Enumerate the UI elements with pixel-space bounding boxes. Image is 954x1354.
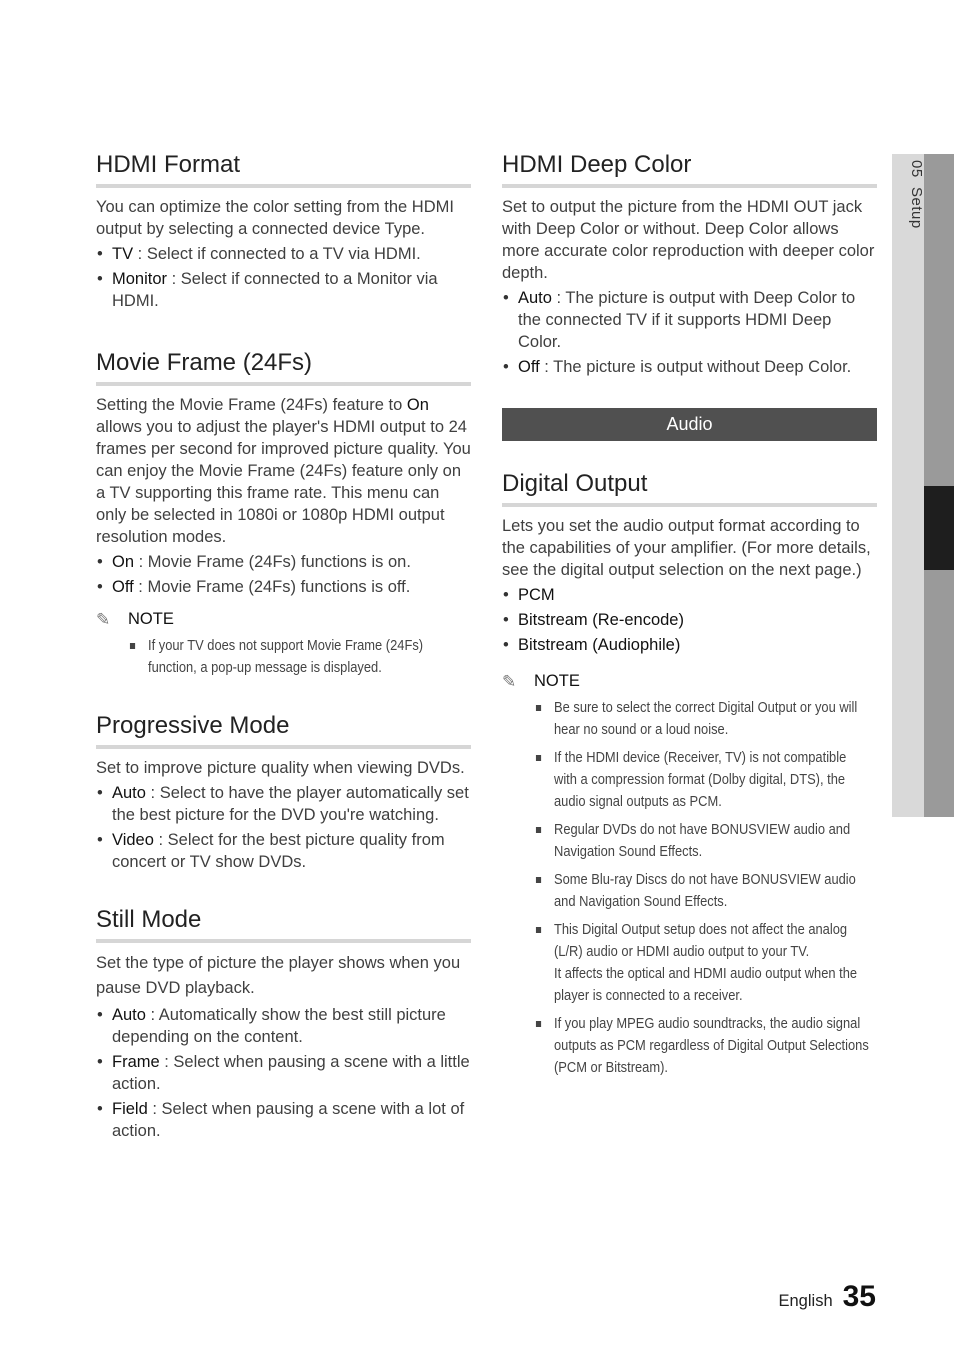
note-item: If you play MPEG audio soundtracks, the audio signal outputs as PCM regardless of Digital Output Selections (PCM or Bitstream). [554,1013,872,1079]
hdmi-deep-color-section [502,150,877,378]
right-column [502,150,877,1085]
list-item: • TV : Select if connected to a TV via HDMI. [96,243,471,265]
note-item: If your TV does not support Movie Frame (24Fs) function, a pop-up message is displayed. [148,635,466,679]
movie-frame-body: Setting the Movie Frame (24Fs) feature to On allows you to adjust the player's HDMI output to 24 frames per second for improved picture quality. You can enjoy the Movie Frame (24Fs) feature only on a TV supporting this frame rate. This menu can only be selected in 1080i or 1080p HDMI output resolution modes. [96,396,471,546]
list-item: • Bitstream (Audiophile) [502,634,877,656]
note-item: Regular DVDs do not have BONUSVIEW audio and Navigation Sound Effects. [554,819,872,863]
hdmi-format-list [96,243,471,312]
hdmi-format-heading: HDMI Format [96,150,471,188]
list-item: • Bitstream (Re-encode) [502,609,877,631]
digital-output-section [502,469,877,1079]
list-item: • Off : Movie Frame (24Fs) functions is off. [96,576,471,598]
hdmi-format-body: You can optimize the color setting from the HDMI output by selecting a connected device Type. [96,198,454,238]
progressive-mode-list [96,782,471,873]
digital-output-body: Lets you set the audio output format according to the capabilities of your amplifier. (For more details, see the digital output selection on the next page.) [502,517,871,579]
note-item: Some Blu-ray Discs do not have BONUSVIEW audio and Navigation Sound Effects. [554,869,872,913]
list-item: • Video : Select for the best picture quality from concert or TV show DVDs. [96,829,471,873]
list-item: • Frame : Select when pausing a scene with a little action. [96,1051,471,1095]
digital-output-note-heading: ✎ NOTE [502,671,580,691]
digital-output-notes [502,697,877,1079]
pencil-note-icon: ✎ [502,671,517,691]
note-item: If the HDMI device (Receiver, TV) is not compatible with a compression format (Dolby digital, DTS), the audio signal outputs as PCM. [554,747,872,813]
progressive-mode-section [96,711,471,873]
list-item: • Monitor : Select if connected to a Monitor via HDMI. [96,268,471,312]
hdmi-deep-color-body: Set to output the picture from the HDMI OUT jack with Deep Color or without. Deep Color allows more accurate color reproduction with deeper color depth. [502,198,875,282]
movie-frame-section [96,348,471,679]
list-item: • On : Movie Frame (24Fs) functions is on. [96,551,471,573]
side-tab-marker [924,486,954,570]
still-mode-list [96,1004,471,1142]
digital-output-heading: Digital Output [502,469,877,507]
progressive-mode-heading: Progressive Mode [96,711,471,749]
chapter-title: Setup [908,187,925,229]
movie-frame-heading: Movie Frame (24Fs) [96,348,471,386]
list-item: • Auto : Select to have the player automatically set the best picture for the DVD you're watching. [96,782,471,826]
list-item: • Auto : Automatically show the best still picture depending on the content. [96,1004,471,1048]
note-item: This Digital Output setup does not affect the analog (L/R) audio or HDMI audio output to your TV. It affects the optical and HDMI audio output when the player is connected to a receiver. [554,919,872,1007]
pencil-note-icon: ✎ [96,609,111,629]
still-mode-section [96,905,471,1142]
page-footer [779,1280,877,1314]
chapter-label [908,160,925,229]
movie-frame-notes [96,635,471,679]
list-item: • Off : The picture is output without Deep Color. [502,356,877,378]
note-item: Be sure to select the correct Digital Output or you will hear no sound or a loud noise. [554,697,872,741]
list-item: • Field : Select when pausing a scene with a lot of action. [96,1098,471,1142]
movie-frame-note-heading: ✎ NOTE [96,609,174,629]
page-number: 35 [842,1280,876,1313]
progressive-mode-body: Set to improve picture quality when viewing DVDs. [96,759,465,777]
list-item: • PCM [502,584,877,606]
hdmi-format-section [96,150,471,312]
chapter-number: 05 [908,160,925,178]
footer-language: English [778,1292,833,1310]
digital-output-list [502,584,877,656]
still-mode-body: Set the type of picture the player shows when you pause DVD playback. [96,954,461,997]
list-item: • Auto : The picture is output with Deep Color to the connected TV if it supports HDMI Deep Color. [502,287,877,353]
audio-section-bar: Audio [502,408,877,441]
left-column [96,150,471,1142]
chapter-side-tab [892,154,954,817]
hdmi-deep-color-heading: HDMI Deep Color [502,150,877,188]
movie-frame-list [96,551,471,598]
hdmi-deep-color-list [502,287,877,378]
still-mode-heading: Still Mode [96,905,471,943]
